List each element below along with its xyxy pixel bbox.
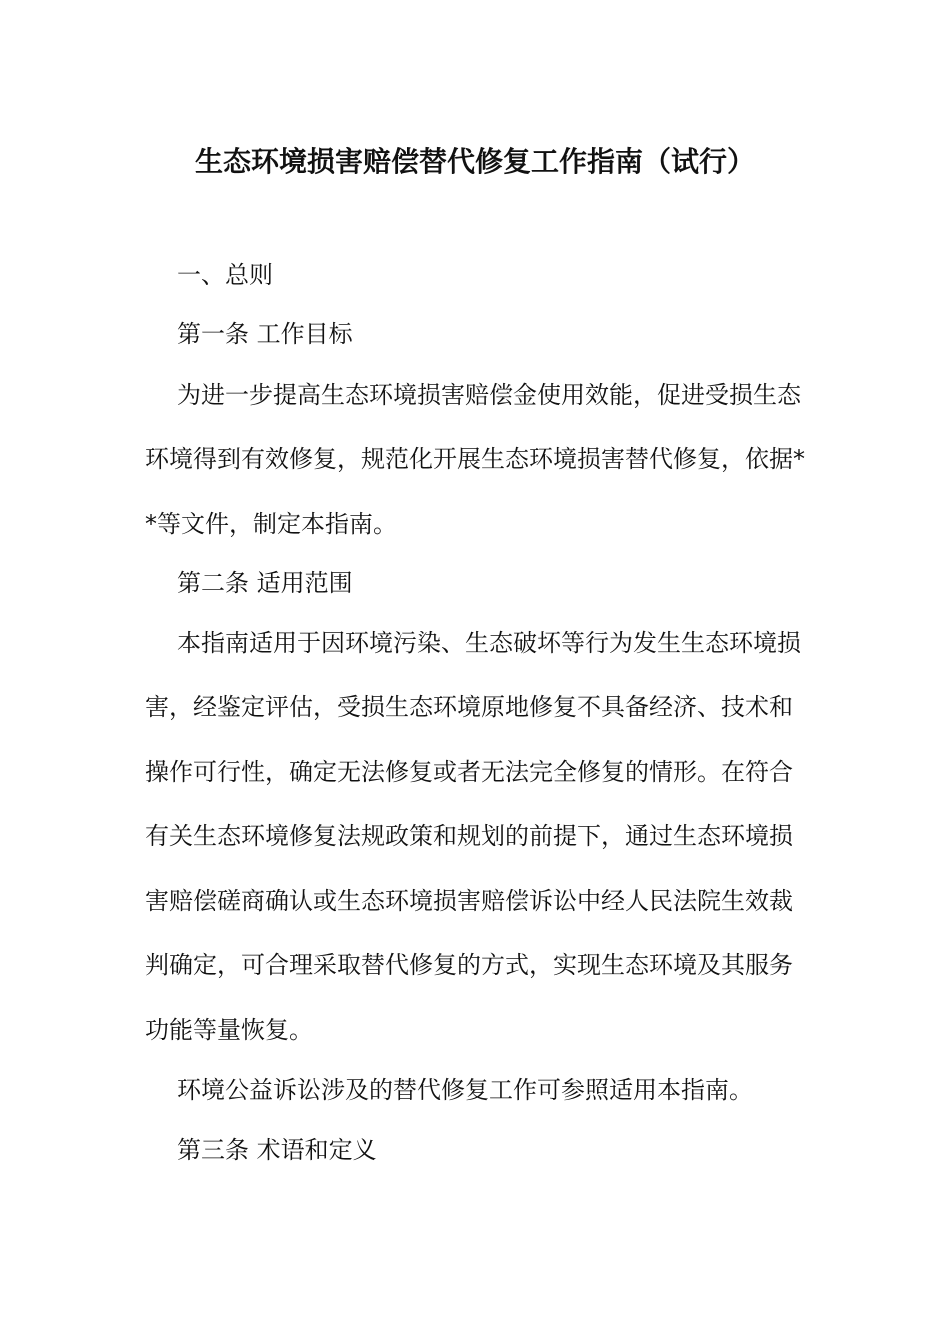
paragraph-line: 本指南适用于因环境污染、生态破坏等行为发生生态环境损 xyxy=(177,629,801,657)
paragraph-line: 害赔偿磋商确认或生态环境损害赔偿诉讼中经人民法院生效裁 xyxy=(145,887,793,915)
paragraph-line: 环境得到有效修复，规范化开展生态环境损害替代修复，依据* xyxy=(145,445,805,473)
paragraph-line: 功能等量恢复。 xyxy=(145,1016,313,1044)
paragraph-line: 判确定，可合理采取替代修复的方式，实现生态环境及其服务 xyxy=(145,951,793,979)
paragraph-line: 环境公益诉讼涉及的替代修复工作可参照适用本指南。 xyxy=(177,1076,753,1104)
article-heading: 第三条 术语和定义 xyxy=(177,1136,377,1164)
paragraph-line: 操作可行性，确定无法修复或者无法完全修复的情形。在符合 xyxy=(145,758,793,786)
paragraph-line: 有关生态环境修复法规政策和规划的前提下，通过生态环境损 xyxy=(145,822,793,850)
article-heading: 第二条 适用范围 xyxy=(177,569,353,597)
paragraph-line: 为进一步提高生态环境损害赔偿金使用效能，促进受损生态 xyxy=(177,381,801,409)
section-heading: 一、总则 xyxy=(177,261,273,289)
paragraph-line: 害，经鉴定评估，受损生态环境原地修复不具备经济、技术和 xyxy=(145,693,793,721)
article-heading: 第一条 工作目标 xyxy=(177,320,353,348)
paragraph-line: *等文件，制定本指南。 xyxy=(145,510,397,538)
document-title: 生态环境损害赔偿替代修复工作指南（试行） xyxy=(194,145,755,178)
